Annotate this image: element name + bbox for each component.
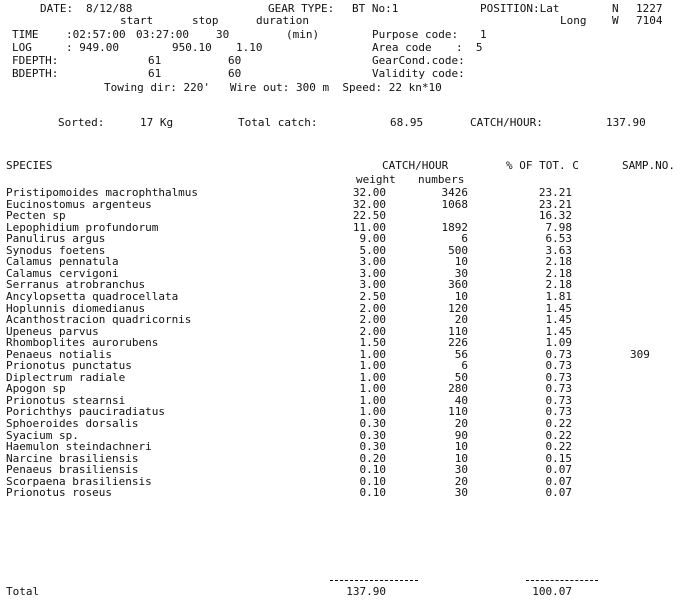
catch-weight: 3.00 [359, 278, 386, 292]
catch-numbers: 6 [461, 232, 468, 246]
percent-of-total: 0.07 [545, 486, 572, 500]
species-name: Calamus cervigoni [6, 266, 119, 280]
percent-of-total: 7.98 [545, 220, 572, 234]
catch-numbers: 1892 [441, 220, 468, 234]
species-name: Haemulon steindachneri [6, 440, 152, 454]
catch-numbers: 90 [454, 428, 468, 442]
log-stop: 950.10 [172, 41, 212, 54]
catch-weight: 0.10 [359, 486, 386, 500]
species-name: Upeneus parvus [6, 324, 99, 338]
catch-numbers: 50 [454, 370, 468, 384]
species-name: Penaeus notialis [6, 347, 112, 361]
fdepth-label: FDEPTH: [12, 54, 59, 67]
catch-numbers: 10 [454, 289, 468, 303]
table-row [0, 314, 693, 326]
catch-numbers: 30 [454, 463, 468, 477]
species-name: Serranus atrobranchus [6, 278, 146, 292]
percent-of-total: 0.73 [545, 359, 572, 373]
catch-weight: 5.00 [359, 243, 386, 257]
log-label: LOG [12, 41, 32, 54]
area-code-value: : 5 [456, 41, 483, 54]
catch-numbers: 20 [454, 474, 468, 488]
area-code-label: Area code [372, 41, 432, 54]
catch-numbers: 3426 [441, 186, 468, 199]
bdepth-stop: 60 [228, 67, 242, 80]
weight-subheader: weight [356, 173, 396, 186]
total-percent: 100.07 [532, 585, 572, 598]
table-row [0, 199, 693, 211]
catch-numbers: 56 [454, 347, 468, 361]
col-duration-label: duration [256, 14, 309, 27]
col-stop-label: stop [192, 14, 219, 27]
col-start-label: start [120, 14, 154, 27]
sorted-label: Sorted: [58, 116, 105, 129]
towing-line: Towing dir: 220' Wire out: 300 m Speed: 22 kn*10 [104, 81, 442, 94]
catch-weight: 11.00 [352, 220, 386, 234]
catch-hour-column-header: CATCH/HOUR [382, 159, 449, 172]
percent-of-total: 0.73 [545, 382, 572, 396]
log-difference: 1.10 [236, 41, 263, 54]
species-name: Panulirus argus [6, 232, 106, 246]
table-row [0, 418, 693, 430]
catch-numbers: 20 [454, 313, 468, 327]
percent-of-total: 1.45 [545, 324, 572, 338]
percent-of-total: 0.73 [545, 347, 572, 361]
catch-weight: 1.00 [359, 382, 386, 396]
catch-weight: 3.00 [359, 266, 386, 280]
species-name: Syacium sp. [6, 428, 79, 442]
validity-code-label: Validity code: [372, 67, 465, 80]
long-value: 7104 [636, 14, 663, 27]
percent-of-total: 0.15 [545, 451, 572, 465]
position-label: POSITION:Lat [480, 2, 560, 15]
time-label: TIME [12, 28, 39, 41]
catch-weight: 0.10 [359, 463, 386, 477]
species-name: Rhomboplites aurorubens [6, 336, 159, 350]
percent-total-rule [526, 580, 598, 581]
species-column-header: SPECIES [6, 159, 53, 172]
catch-numbers: 360 [448, 278, 468, 292]
catch-weight: 2.50 [359, 289, 386, 303]
species-name: Narcine brasiliensis [6, 451, 139, 465]
catch-hour-value: 137.90 [606, 116, 646, 129]
lat-value: 1227 [636, 2, 663, 15]
fdepth-start: 61 [148, 54, 162, 67]
weight-total-rule [330, 580, 418, 581]
catch-numbers: 10 [454, 440, 468, 454]
species-name: Ancylopsetta quadrocellata [6, 289, 179, 303]
catch-numbers: 30 [454, 486, 468, 500]
sample-number: 309 [630, 347, 650, 361]
catch-numbers: 6 [461, 359, 468, 373]
percent-of-total: 6.53 [545, 232, 572, 246]
species-name: Eucinostomus argenteus [6, 197, 152, 211]
species-name: Penaeus brasiliensis [6, 463, 139, 477]
fdepth-stop: 60 [228, 54, 242, 67]
species-name: Pecten sp [6, 209, 66, 223]
species-name: Prionotus roseus [6, 486, 112, 500]
catch-weight: 0.30 [359, 440, 386, 454]
time-stop: 03:27:00 [136, 28, 189, 41]
catch-numbers: 10 [454, 255, 468, 269]
catch-weight: 1.00 [359, 359, 386, 373]
total-label: Total [6, 585, 40, 598]
catch-numbers: 500 [448, 243, 468, 257]
percent-of-total: 2.18 [545, 255, 572, 269]
percent-total-column-header: % OF TOT. C [506, 159, 579, 172]
total-catch-label: Total catch: [238, 116, 318, 129]
catch-hour-label: CATCH/HOUR: [470, 116, 543, 129]
percent-of-total: 23.21 [538, 186, 572, 199]
catch-weight: 2.00 [359, 301, 386, 315]
catch-numbers: 120 [448, 301, 468, 315]
bdepth-label: BDEPTH: [12, 67, 59, 80]
long-label: Long [560, 14, 587, 27]
total-row [0, 586, 693, 598]
percent-of-total: 0.73 [545, 370, 572, 384]
percent-of-total: 16.32 [538, 209, 572, 223]
numbers-subheader: numbers [418, 173, 465, 186]
percent-of-total: 2.18 [545, 266, 572, 280]
catch-weight: 1.00 [359, 405, 386, 419]
total-weight: 137.90 [346, 585, 386, 598]
species-name: Synodus foetens [6, 243, 106, 257]
catch-weight: 0.20 [359, 451, 386, 465]
species-name: Pristipomoides macrophthalmus [6, 186, 199, 199]
sample-number-column-header: SAMP.NO. [622, 159, 675, 172]
gear-type-label: GEAR TYPE: [268, 2, 335, 15]
species-name: Porichthys pauciradiatus [6, 405, 165, 419]
percent-of-total: 0.22 [545, 417, 572, 430]
species-name: Apogon sp [6, 382, 66, 396]
catch-numbers: 40 [454, 393, 468, 407]
total-catch-value: 68.95 [390, 116, 424, 129]
catch-numbers: 20 [454, 417, 468, 430]
long-hemisphere: W [612, 14, 619, 27]
purpose-code-value: 1 [480, 28, 487, 41]
percent-of-total: 1.45 [545, 301, 572, 315]
percent-of-total: 2.18 [545, 278, 572, 292]
catch-numbers: 1068 [441, 197, 468, 211]
species-name: Prionotus stearnsi [6, 393, 126, 407]
time-start: :02:57:00 [66, 28, 126, 41]
percent-of-total: 0.22 [545, 428, 572, 442]
species-name: Scorpaena brasiliensis [6, 474, 152, 488]
catch-weight: 32.00 [352, 186, 386, 199]
bdepth-start: 61 [148, 67, 162, 80]
catch-numbers: 110 [448, 405, 468, 419]
catch-weight: 1.00 [359, 347, 386, 361]
catch-weight: 1.50 [359, 336, 386, 350]
catch-numbers: 110 [448, 324, 468, 338]
time-unit: (min) [286, 28, 320, 41]
catch-numbers: 30 [454, 266, 468, 280]
catch-weight: 0.30 [359, 417, 386, 430]
percent-of-total: 1.81 [545, 289, 572, 303]
catch-weight: 0.10 [359, 474, 386, 488]
percent-of-total: 23.21 [538, 197, 572, 211]
species-name: Lepophidium profundorum [6, 220, 159, 234]
catch-weight: 3.00 [359, 255, 386, 269]
percent-of-total: 0.73 [545, 405, 572, 419]
species-name: Prionotus punctatus [6, 359, 132, 373]
purpose-code-label: Purpose code: [372, 28, 459, 41]
percent-of-total: 0.73 [545, 393, 572, 407]
percent-of-total: 0.07 [545, 463, 572, 477]
date-label: DATE: [40, 2, 74, 15]
table-row [0, 372, 693, 384]
catch-weight: 9.00 [359, 232, 386, 246]
species-name: Sphoeroides dorsalis [6, 417, 139, 430]
percent-of-total: 0.22 [545, 440, 572, 454]
gear-type-value: BT No:1 [352, 2, 399, 15]
catch-numbers: 226 [448, 336, 468, 350]
sorted-value: 17 Kg [140, 116, 174, 129]
gearcond-code-label: GearCond.code: [372, 54, 465, 67]
lat-hemisphere: N [612, 2, 619, 15]
percent-of-total: 3.63 [545, 243, 572, 257]
catch-weight: 1.00 [359, 393, 386, 407]
percent-of-total: 1.09 [545, 336, 572, 350]
catch-numbers: 280 [448, 382, 468, 396]
species-name: Acanthostracion quadricornis [6, 313, 192, 327]
percent-of-total: 1.45 [545, 313, 572, 327]
catch-weight: 0.30 [359, 428, 386, 442]
log-start: : 949.00 [66, 41, 119, 54]
percent-of-total: 0.07 [545, 474, 572, 488]
time-duration: 30 [216, 28, 230, 41]
catch-weight: 2.00 [359, 313, 386, 327]
catch-weight: 2.00 [359, 324, 386, 338]
catch-numbers: 10 [454, 451, 468, 465]
table-row [0, 487, 693, 499]
catch-weight: 1.00 [359, 370, 386, 384]
catch-weight: 32.00 [352, 197, 386, 211]
species-name: Hoplunnis diomedianus [6, 301, 146, 315]
species-name: Diplectrum radiale [6, 370, 126, 384]
date-value: 8/12/88 [86, 2, 133, 15]
catch-weight: 22.50 [352, 209, 386, 223]
species-name: Calamus pennatula [6, 255, 119, 269]
